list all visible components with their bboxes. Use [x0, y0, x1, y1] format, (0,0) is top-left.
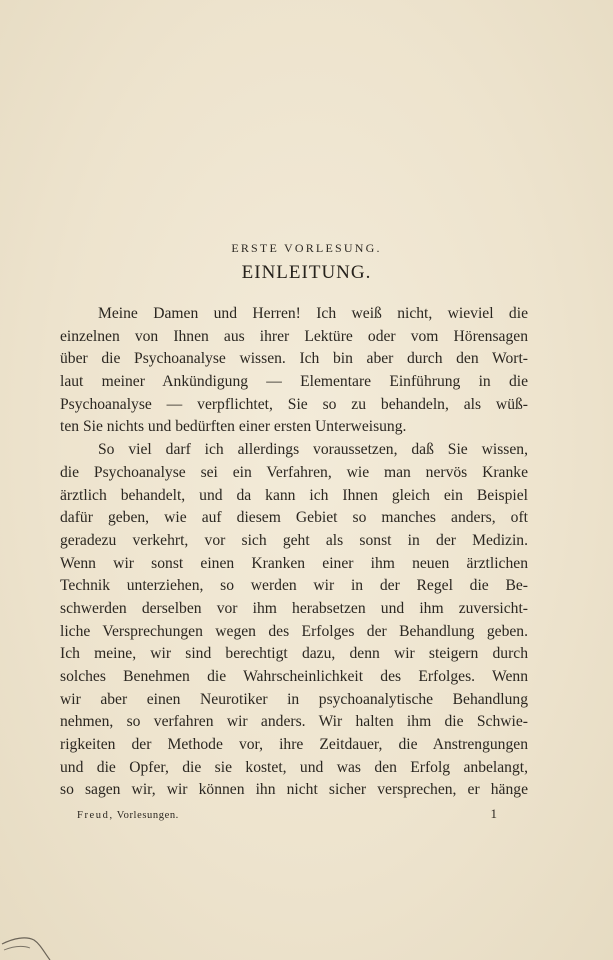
paragraph-2	[60, 439, 528, 802]
text-line: Psychoanalyse — verpflichtet, Sie so zu behandeln, als wüß-	[60, 395, 528, 413]
text-line: Meine Damen und Herren! Ich weiß nicht, wieviel die	[98, 305, 528, 322]
text-line: schwerden derselben vor ihm herabsetzen und ihm zuversicht-	[60, 599, 528, 617]
text-line: liche Versprechungen wegen des Erfolges der Behandlung geben.	[60, 622, 528, 640]
footer-book: Vorlesungen.	[116, 810, 179, 821]
text-line: die Psychoanalyse sei ein Verfahren, wie man nervös Kranke	[60, 463, 528, 481]
text-line: und die Opfer, die sie kostet, und was den Erfolg anbelangt,	[60, 758, 528, 776]
chapter-heading: ERSTE VORLESUNG.	[231, 241, 382, 255]
text-line: einzelnen von Ihnen aus ihrer Lektüre oder vom Hörensagen	[60, 327, 528, 345]
text-line: Ich meine, wir sind berechtigt dazu, denn wir steigern durch	[60, 645, 528, 663]
text-line: rigkeiten der Methode vor, ihre Zeitdauer, die Anstrengungen	[60, 736, 528, 754]
text-line: dafür geben, wie auf diesem Gebiet so manches anders, oft	[60, 509, 528, 527]
text-line: laut meiner Ankündigung — Elementare Einführung in die	[60, 373, 528, 391]
body-text	[60, 303, 528, 802]
signature-mark	[77, 810, 179, 821]
text-line: Wenn wir sonst einen Kranken einer ihm neuen ärztlichen	[60, 554, 528, 572]
text-line: über die Psychoanalyse wissen. Ich bin aber durch den Wort-	[60, 350, 528, 368]
text-line: ärztlich behandelt, und da kann ich Ihnen gleich ein Beispiel	[60, 486, 528, 504]
text-line: ten Sie nichts und bedürften einer ersten Unterweisung.	[60, 418, 407, 436]
text-line: so sagen wir, wir können ihn nicht sicher versprechen, er hänge	[60, 781, 528, 799]
pencil-mark-icon	[0, 930, 60, 960]
text-line: geradezu verkehrt, vor sich geht als sonst in der Medizin.	[60, 531, 528, 549]
text-line: nehmen, so verfahren wir anders. Wir halten ihm die Schwie-	[60, 713, 528, 731]
chapter-title: EINLEITUNG.	[241, 262, 372, 283]
text-line: solches Benehmen die Wahrscheinlichkeit des Erfolges. Wenn	[60, 668, 528, 685]
text-line: wir aber einen Neurotiker in psychoanalytische Behandlung	[60, 690, 528, 708]
text-line: So viel darf ich allerdings voraussetzen, daß Sie wissen,	[98, 441, 528, 459]
signature-number: 1	[490, 806, 497, 821]
text-line: Technik unterziehen, so werden wir in der Regel die Be-	[60, 577, 528, 595]
page-footer	[77, 806, 497, 822]
paragraph-1	[60, 303, 528, 439]
footer-author: Freud,	[77, 810, 114, 821]
